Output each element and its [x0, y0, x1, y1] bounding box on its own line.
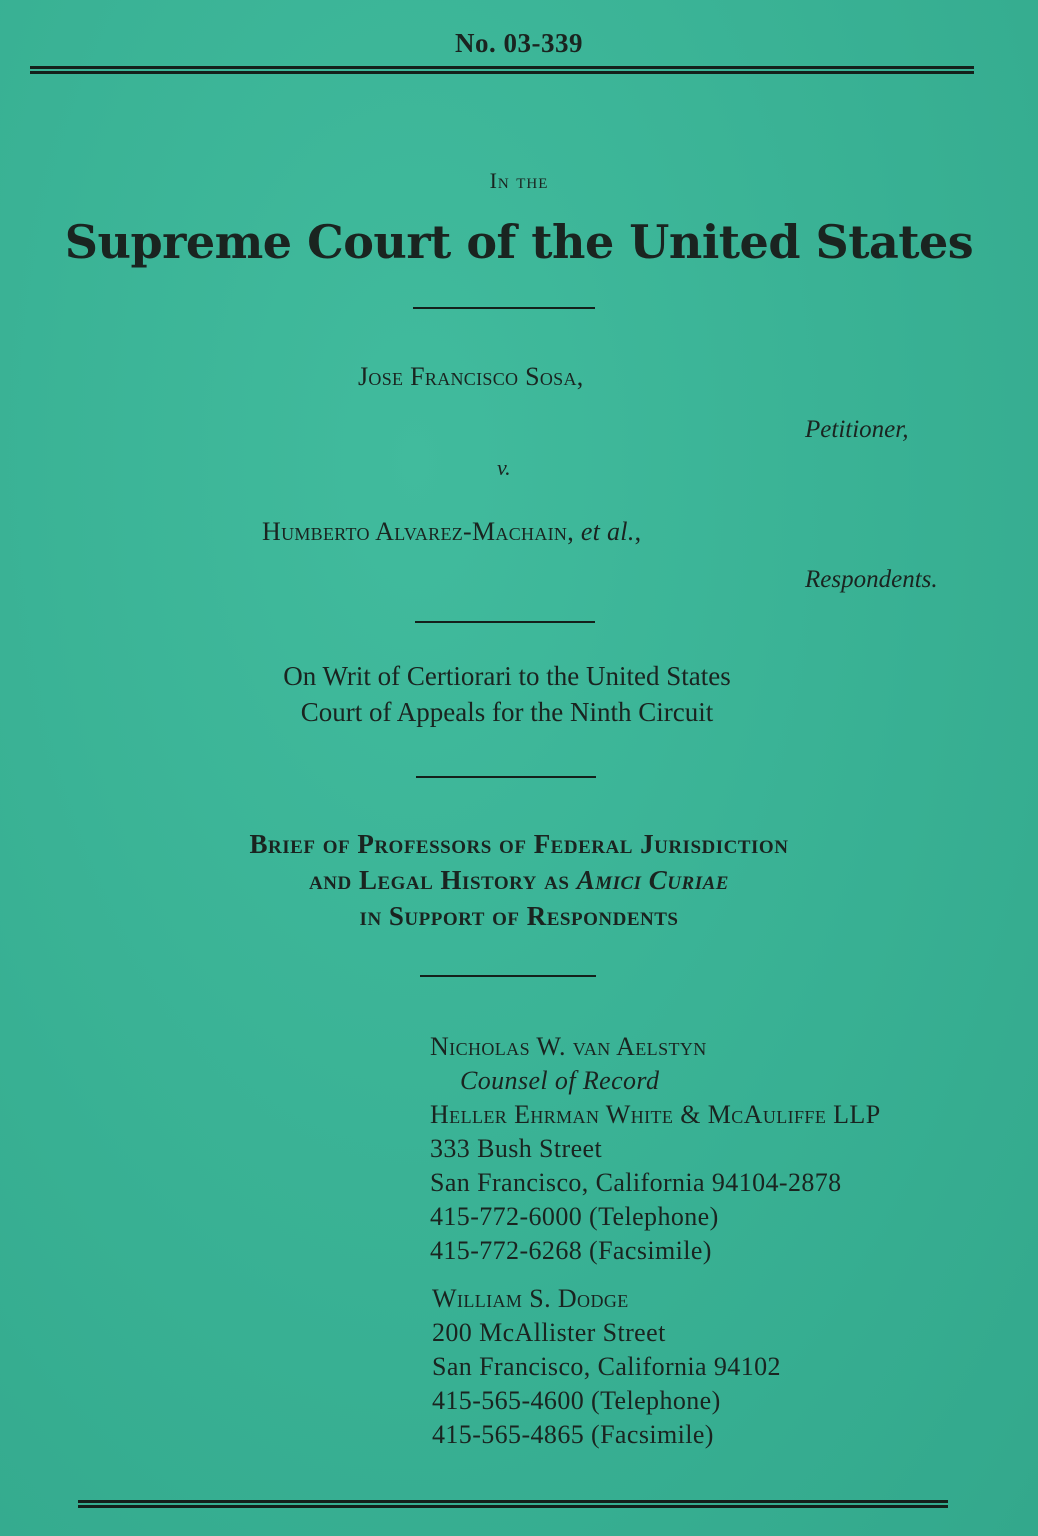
respondent-role: Respondents. [805, 566, 938, 593]
counsel-block-2 [432, 1282, 781, 1452]
versus-label: v. [497, 455, 511, 480]
brief-title-line-2-prefix: and Legal History as [309, 865, 570, 895]
respondent-name-line [262, 517, 641, 547]
writ-text [0, 658, 1026, 730]
petitioner-name: Jose Francisco Sosa, [358, 362, 584, 391]
divider-rule-3 [416, 776, 596, 778]
counsel-1-fax: 415-772-6268 (Facsimile) [430, 1236, 712, 1265]
divider-rule-4 [420, 975, 596, 977]
counsel-block-1 [430, 1030, 881, 1268]
bottom-double-rule [78, 1500, 948, 1508]
writ-line-1: On Writ of Certiorari to the United States [283, 661, 731, 691]
divider-rule-1 [413, 307, 595, 309]
counsel-1-firm: Heller Ehrman White & McAuliffe LLP [430, 1100, 881, 1129]
divider-rule-2 [415, 621, 595, 623]
respondent-name: Humberto Alvarez-Machain, [262, 517, 575, 546]
counsel-1-designation: Counsel of Record [460, 1066, 660, 1095]
counsel-2-name: William S. Dodge [432, 1284, 629, 1313]
respondent-trailing: , [634, 517, 642, 546]
docket-number: No. 03-339 [455, 28, 583, 58]
counsel-1-address-1: 333 Bush Street [430, 1134, 603, 1163]
counsel-2-phone: 415-565-4600 (Telephone) [432, 1386, 721, 1415]
brief-title-line-3: in Support of Respondents [359, 901, 679, 931]
counsel-2-address-1: 200 McAllister Street [432, 1318, 666, 1347]
counsel-2-address-2: San Francisco, California 94102 [432, 1352, 781, 1381]
counsel-1-address-2: San Francisco, California 94104-2878 [430, 1168, 842, 1197]
top-double-rule [30, 66, 974, 74]
brief-title [0, 826, 1038, 934]
petitioner-role: Petitioner, [805, 416, 909, 443]
in-the-label: In the [489, 168, 549, 193]
respondent-et-al: et al. [580, 517, 635, 546]
brief-title-line-2 [0, 862, 1038, 898]
counsel-1-phone: 415-772-6000 (Telephone) [430, 1202, 719, 1231]
brief-title-amici: Amici Curiae [576, 865, 729, 895]
counsel-2-fax: 415-565-4865 (Facsimile) [432, 1420, 714, 1449]
writ-line-2: Court of Appeals for the Ninth Circuit [300, 697, 714, 727]
brief-title-line-1: Brief of Professors of Federal Jurisdiction [249, 829, 789, 859]
court-name: Supreme Court of the United States [64, 215, 974, 269]
counsel-1-name: Nicholas W. van Aelstyn [430, 1032, 707, 1061]
